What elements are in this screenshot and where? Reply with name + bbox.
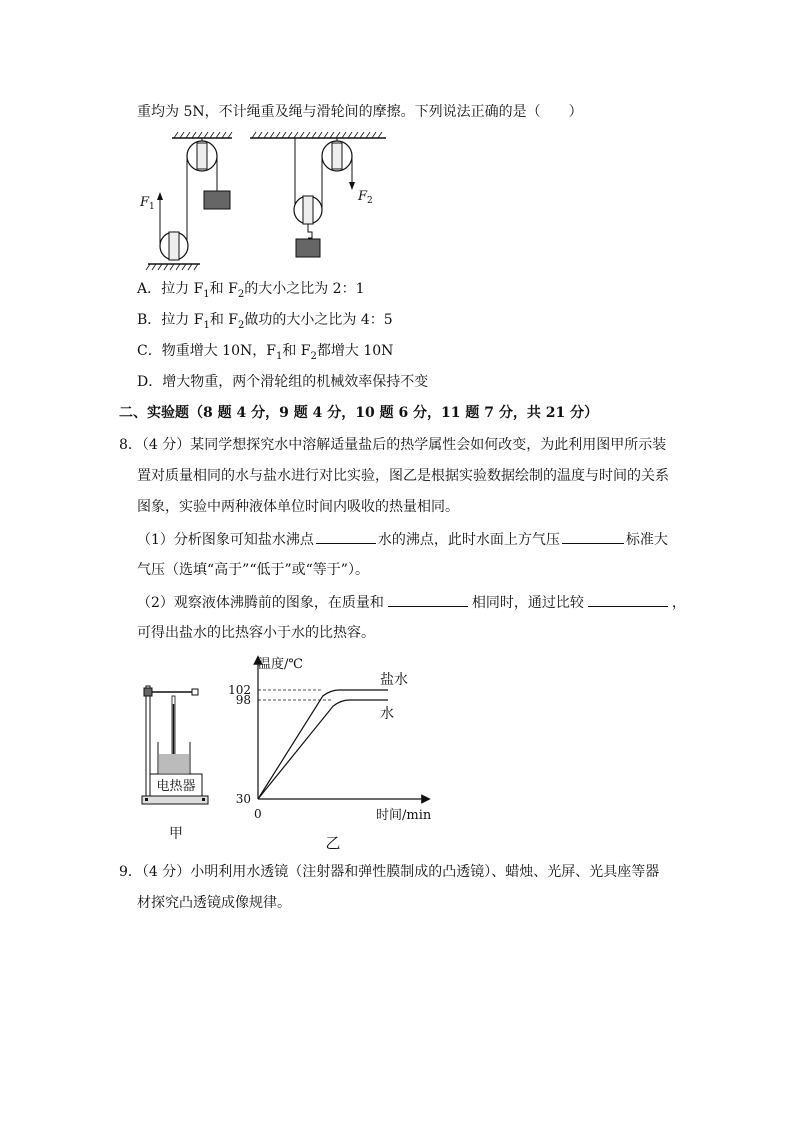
q8-sub1: （1）分析图象可知盐水沸点 水的沸点，此时水面上方气压 标准大 bbox=[137, 529, 668, 550]
f1-subscript: 1 bbox=[149, 202, 155, 212]
q9-line-2: 材探究凸透镜成像规律。 bbox=[137, 895, 291, 911]
y-tick-label-0: 102 bbox=[228, 683, 251, 697]
option-b: B．拉力 $F_1$和 $F_2$做功的大小之比为 4：5 bbox=[137, 312, 393, 331]
x-axis-label: 时间/min bbox=[376, 808, 432, 823]
f2-subscript: 2 bbox=[367, 196, 373, 206]
q8-sub2: （2）观察液体沸腾前的图象，在质量和 相同时，通过比较 ， bbox=[137, 592, 686, 613]
heater-label: 电热器 bbox=[156, 779, 196, 794]
q8-line-2: 置对质量相同的水与盐水进行对比实验，图乙是根据实验数据绘制的温度与时间的关系 bbox=[137, 468, 669, 484]
y-axis-label: 温度/℃ bbox=[258, 657, 303, 672]
q9-line-1: 9．（4 分）小明利用水透镜（注射器和弹性膜制成的凸透镜）、蜡烛、光屏、光具座等器 bbox=[119, 864, 660, 880]
figure-caption-yi: 乙 bbox=[325, 834, 341, 852]
origin-label: 0 bbox=[254, 807, 262, 821]
answer-blank-3[interactable] bbox=[388, 592, 468, 607]
y-tick-label-2: 30 bbox=[235, 792, 251, 806]
f1-label: F bbox=[140, 195, 150, 210]
option-a: A．拉力 $F_1$和 $F_2$的大小之比为 2：1 bbox=[137, 281, 365, 300]
series-label-1: 水 bbox=[380, 706, 394, 722]
pulley-figure bbox=[138, 126, 388, 272]
f2-label: F bbox=[358, 189, 368, 204]
q8-sub1-cont: 气压（选填“高于”“低于”或“等于”）。 bbox=[137, 562, 369, 578]
y-tick-label-1: 98 bbox=[235, 693, 251, 707]
answer-blank-4[interactable] bbox=[588, 592, 668, 607]
series-line-1 bbox=[258, 700, 388, 799]
option-c: C．物重增大 10N，$F_1$和 $F_2$都增大 10N bbox=[137, 343, 394, 362]
answer-blank-1[interactable] bbox=[316, 529, 376, 544]
apparatus-figure bbox=[136, 676, 216, 848]
q8-line-1: 8．（4 分）某同学想探究水中溶解适量盐后的热学属性会如何改变，为此利用图甲所示装 bbox=[119, 437, 667, 453]
temperature-time-chart bbox=[228, 652, 448, 852]
series-line-0 bbox=[258, 690, 388, 799]
q8-line-3: 图象，实验中两种液体单位时间内吸收的热量相同。 bbox=[137, 499, 459, 515]
option-d: D．增大物重，两个滑轮组的机械效率保持不变 bbox=[137, 374, 429, 390]
intro-text: 重均为 5N，不计绳重及绳与滑轮间的摩擦。下列说法正确的是（ ） bbox=[137, 104, 583, 120]
figure-caption-jia: 甲 bbox=[169, 826, 183, 842]
section-heading: 二、实验题（8 题 4 分，9 题 4 分，10 题 6 分，11 题 7 分，共 21 分） bbox=[119, 405, 599, 421]
answer-blank-2[interactable] bbox=[562, 529, 624, 544]
q8-sub2-cont: 可得出盐水的比热容小于水的比热容。 bbox=[137, 625, 375, 641]
series-label-0: 盐水 bbox=[380, 672, 408, 688]
